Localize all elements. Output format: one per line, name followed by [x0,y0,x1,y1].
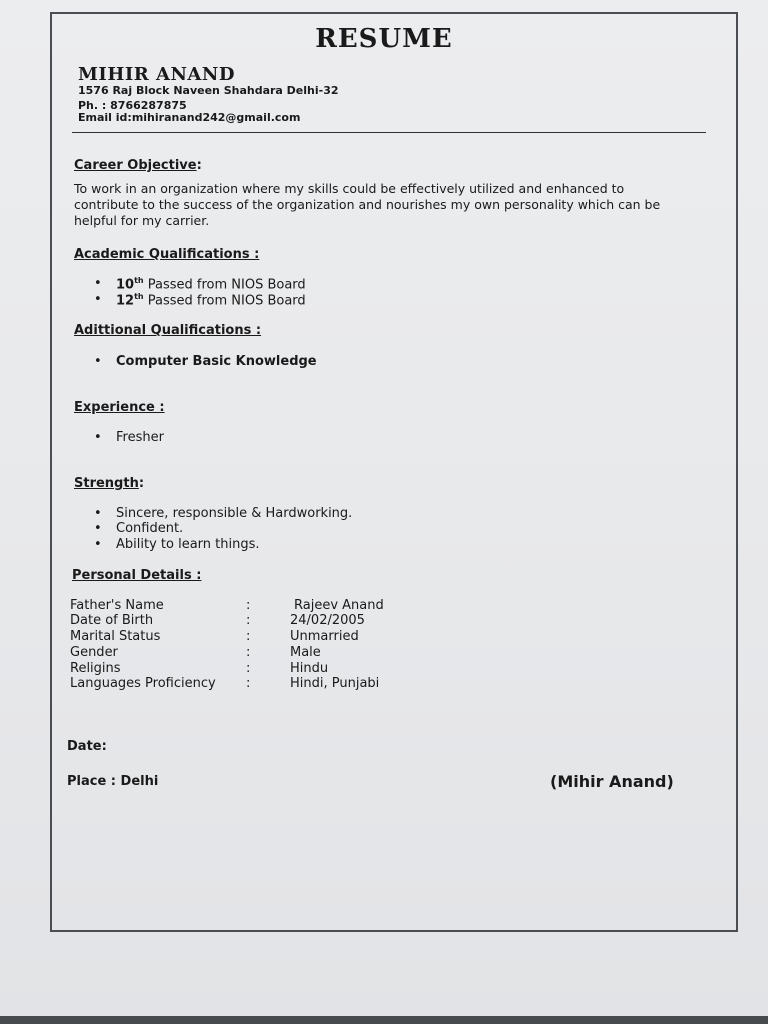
personal-value: Male [290,645,321,660]
date-label: Date: [67,739,107,754]
bullet-icon: • [94,506,102,521]
page-border [50,12,738,932]
personal-value: Hindu [290,661,329,676]
personal-label: Father's Name [70,598,164,613]
strength-heading: Strength: [74,476,145,491]
resume-title: RESUME [315,24,453,54]
additional-heading: Adittional Qualifications : [74,323,262,338]
personal-colon: : [246,645,251,660]
bullet-icon: • [94,430,102,445]
personal-label: Religins [70,661,121,676]
personal-details-heading: Personal Details : [72,568,202,583]
academic-item-1: 10th Passed from NIOS Board [116,276,306,293]
personal-colon: : [246,661,251,676]
personal-label: Date of Birth [70,613,154,628]
email-line: Email id:mihiranand242@gmail.com [78,111,301,124]
personal-value: Hindi, Punjabi [290,676,380,691]
place-label: Place : Delhi [67,774,159,789]
academic-item-2: 12th Passed from NIOS Board [116,292,306,309]
bullet-icon: • [94,354,102,369]
strength-item-1: Sincere, responsible & Hardworking. [116,506,353,521]
career-objective-line-2: contribute to the success of the organization and nourishes my own personality which can be [74,197,661,212]
address-line: 1576 Raj Block Naveen Shahdara Delhi-32 [78,84,339,97]
bullet-icon: • [94,292,102,307]
personal-label: Languages Proficiency [70,676,216,691]
additional-item-1: Computer Basic Knowledge [116,354,317,369]
career-objective-line-3: helpful for my carrier. [74,213,210,228]
candidate-name: MIHIR ANAND [78,64,235,85]
personal-colon: : [246,629,251,644]
strength-item-2: Confident. [116,521,184,536]
header-divider [72,132,706,133]
strength-item-3: Ability to learn things. [116,537,260,552]
academic-heading: Academic Qualifications : [74,247,260,262]
personal-label: Marital Status [70,629,161,644]
experience-heading: Experience : [74,400,165,415]
personal-label: Gender [70,645,118,660]
career-objective-heading: Career Objective: [74,158,202,173]
phone-line: Ph. : 8766287875 [78,99,187,112]
personal-value: Rajeev Anand [294,598,384,613]
career-objective-line-1: To work in an organization where my skills could be effectively utilized and enhanced to [74,181,625,196]
personal-colon: : [246,613,251,628]
bullet-icon: • [94,521,102,536]
table-surface [0,1016,768,1024]
personal-colon: : [246,676,251,691]
personal-colon: : [246,598,251,613]
personal-value: Unmarried [290,629,359,644]
experience-item-1: Fresher [116,430,164,445]
signature-name: (Mihir Anand) [550,772,674,791]
personal-value: 24/02/2005 [290,613,365,628]
bullet-icon: • [94,537,102,552]
bullet-icon: • [94,276,102,291]
